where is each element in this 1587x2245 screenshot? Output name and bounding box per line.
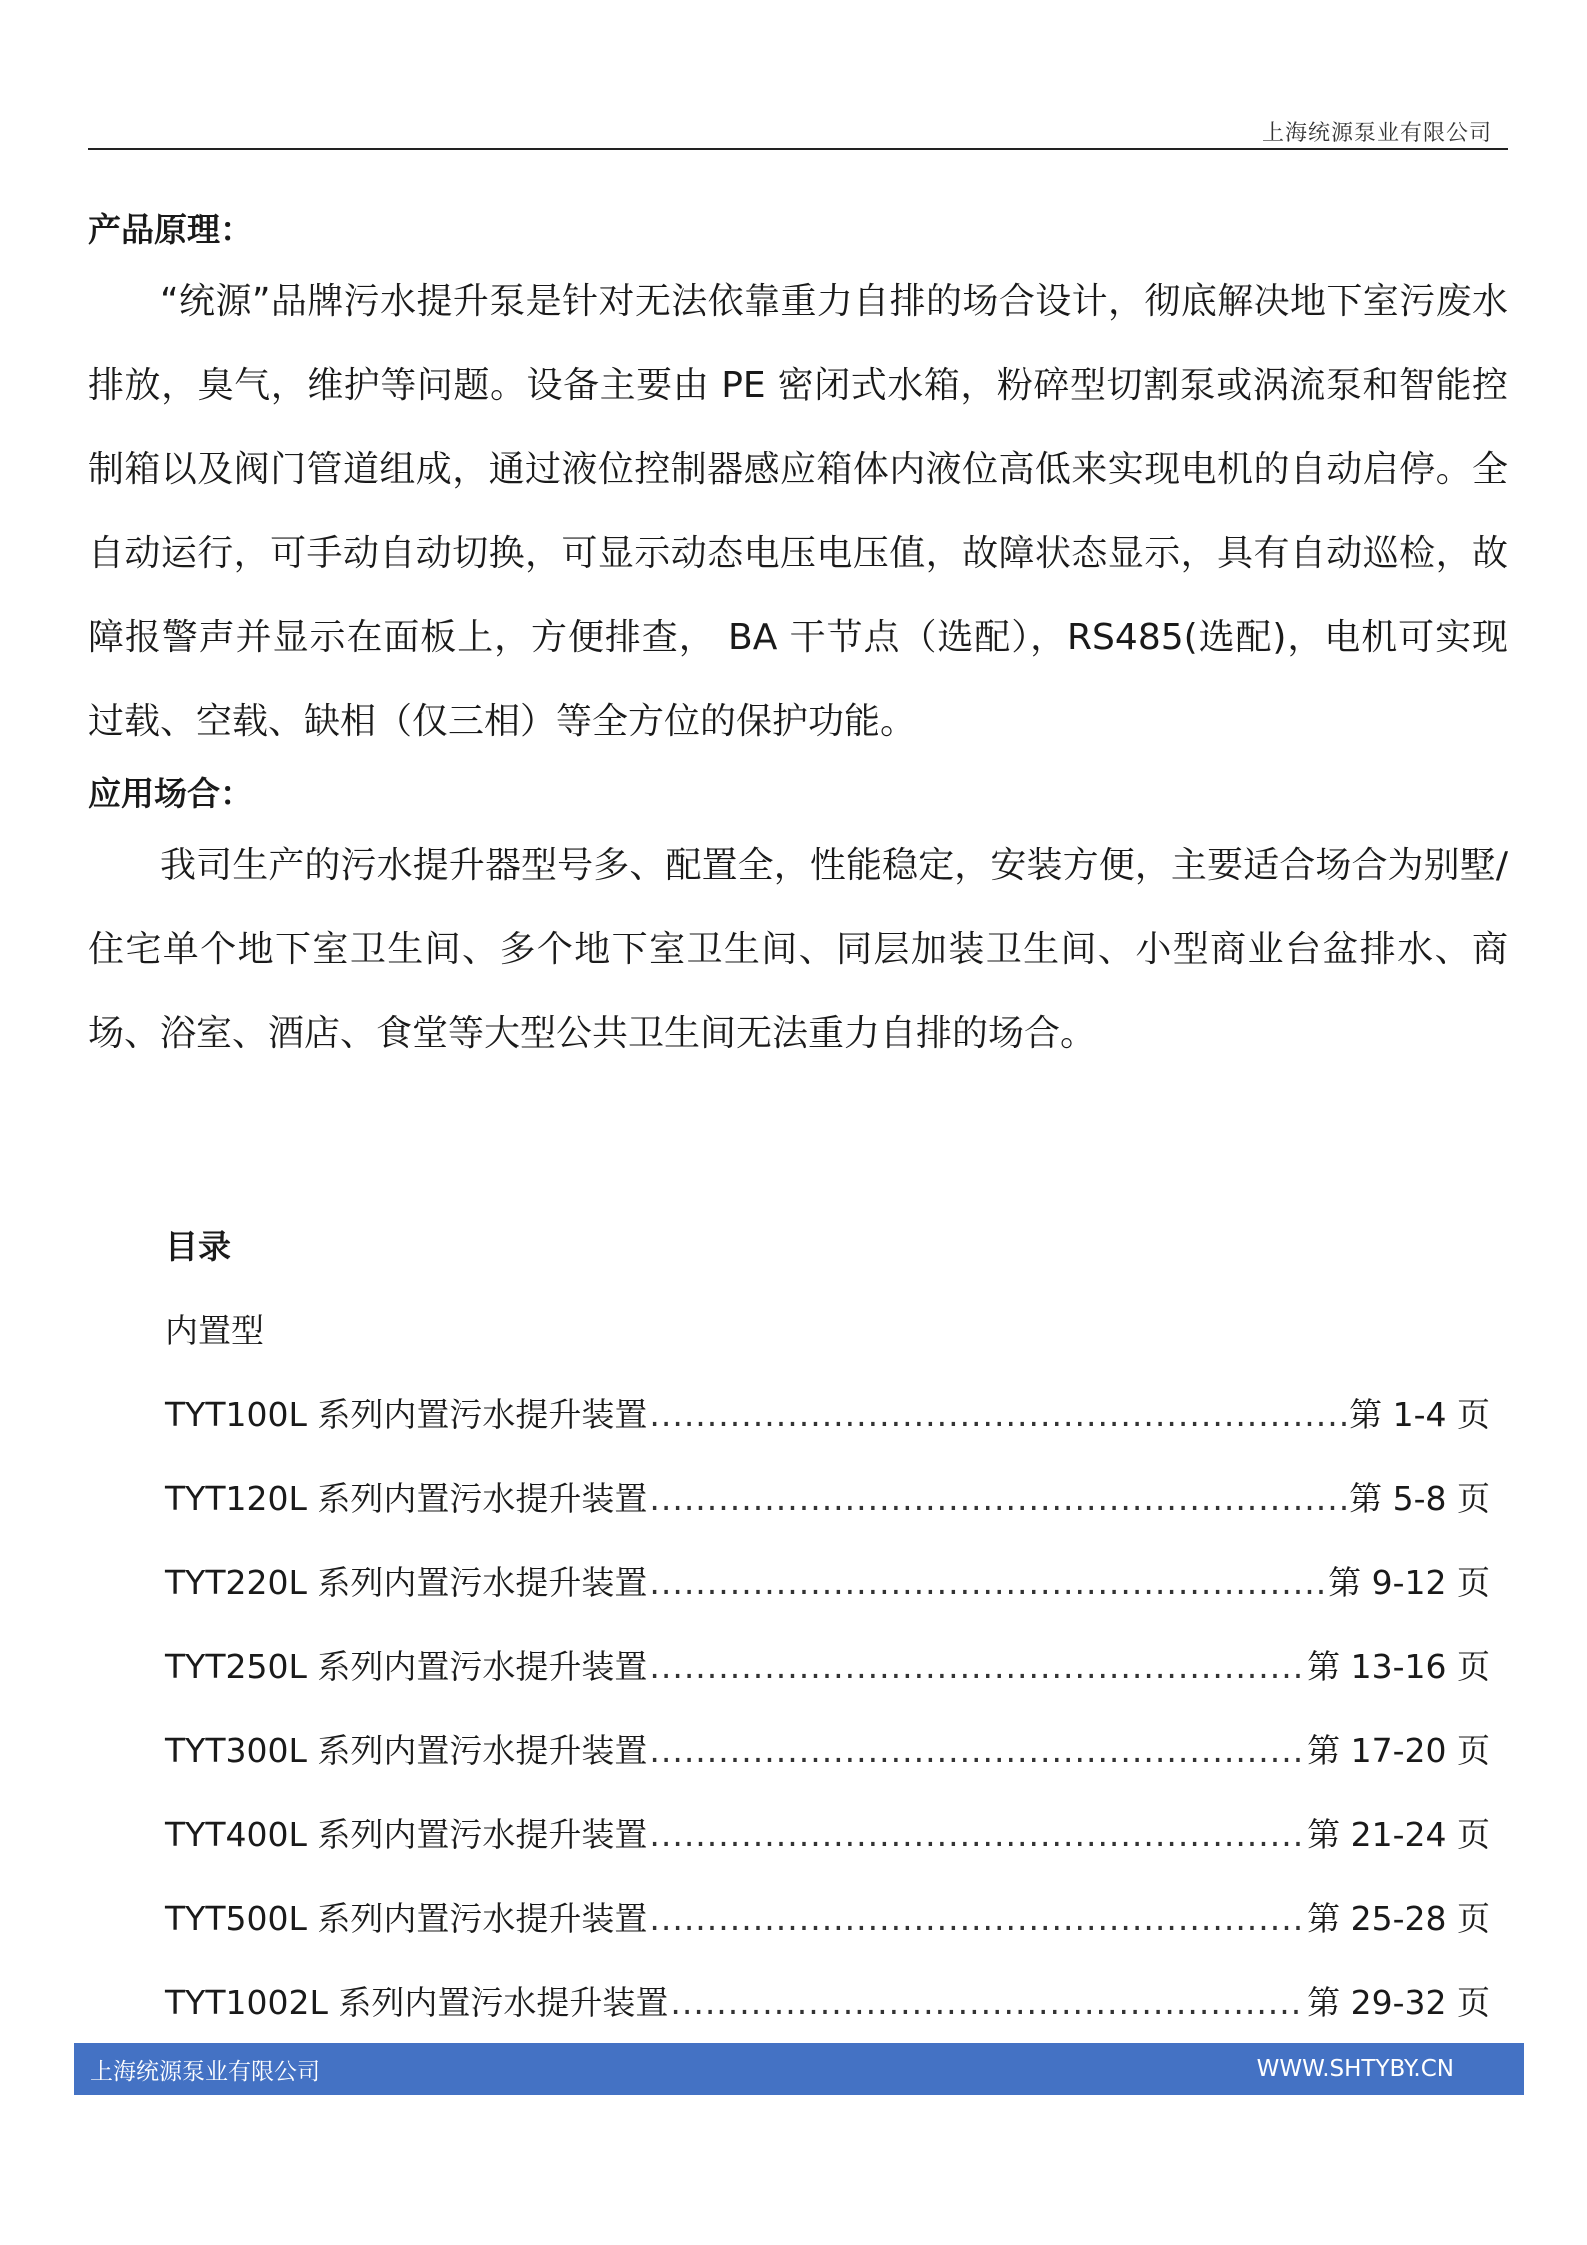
toc-entry-pages: 第 13-16 页 xyxy=(1307,1647,1490,1686)
toc-entry-pages: 第 9-12 页 xyxy=(1328,1563,1490,1602)
toc-entry-pages: 第 25-28 页 xyxy=(1307,1899,1490,1938)
toc-entry-pages: 第 5-8 页 xyxy=(1349,1479,1490,1518)
toc-entry[interactable] xyxy=(165,1793,1490,1877)
toc-leader-dots xyxy=(649,1625,1305,1709)
toc-entry-name: TYT100L 系列内置污水提升装置 xyxy=(165,1395,648,1434)
toc-entry[interactable] xyxy=(165,1709,1490,1793)
toc-leader-dots xyxy=(649,1877,1305,1961)
toc-leader-dots xyxy=(649,1793,1305,1877)
footer-website-link[interactable]: WWW.SHTYBY.CN xyxy=(1256,2056,1454,2082)
toc-entry-pages: 第 17-20 页 xyxy=(1307,1731,1490,1770)
toc-entry-pages: 第 21-24 页 xyxy=(1307,1815,1490,1854)
toc-subtitle: 内置型 xyxy=(165,1311,264,1350)
footer-bar xyxy=(74,2043,1524,2095)
toc-entry-name: TYT300L 系列内置污水提升装置 xyxy=(165,1731,648,1770)
toc-leader-dots xyxy=(649,1541,1326,1625)
header-company-name: 上海统源泵业有限公司 xyxy=(1261,121,1492,146)
principle-title: 产品原理： xyxy=(88,210,253,249)
application-paragraph: 我司生产的污水提升器型号多、配置全，性能稳定，安装方便，主要适合场合为别墅/住宅单个地下室卫生间、多个地下室卫生间、同层加装卫生间、小型商业台盆排水、商场、浴室、酒店、食堂等大型公共卫生间无法重力自排的场合。 xyxy=(88,845,1508,1054)
toc-leader-dots xyxy=(649,1457,1347,1541)
toc-leader-dots xyxy=(649,1373,1347,1457)
toc-entry-name: TYT120L 系列内置污水提升装置 xyxy=(165,1479,648,1518)
toc-entry-name: TYT500L 系列内置污水提升装置 xyxy=(165,1899,648,1938)
toc-entry[interactable] xyxy=(165,1541,1490,1625)
toc-entry-name: TYT250L 系列内置污水提升装置 xyxy=(165,1647,648,1686)
toc-entry-pages: 第 1-4 页 xyxy=(1349,1395,1490,1434)
header-divider xyxy=(88,148,1508,150)
application-title: 应用场合： xyxy=(88,774,253,813)
toc-leader-dots xyxy=(649,1709,1305,1793)
toc-entry[interactable] xyxy=(165,1457,1490,1541)
toc-entry[interactable] xyxy=(165,1877,1490,1961)
toc-entry[interactable] xyxy=(165,1625,1490,1709)
footer-company-name: 上海统源泵业有限公司 xyxy=(90,2058,320,2085)
toc-entry[interactable] xyxy=(165,1373,1490,1457)
main-content xyxy=(88,200,1508,1076)
table-of-contents xyxy=(165,1205,1490,2045)
toc-title: 目录 xyxy=(165,1227,231,1266)
toc-leader-dots xyxy=(670,1961,1305,2045)
toc-entry-pages: 第 29-32 页 xyxy=(1307,1983,1490,2022)
toc-entry-name: TYT220L 系列内置污水提升装置 xyxy=(165,1563,648,1602)
principle-paragraph: “统源”品牌污水提升泵是针对无法依靠重力自排的场合设计，彻底解决地下室污废水排放，臭气，维护等问题。设备主要由 PE 密闭式水箱，粉碎型切割泵或涡流泵和智能控制箱以及阀门管道组成，通过液位控制器感应箱体内液位高低来实现电机的自动启停。全自动运行，可手动自动切换，可显示动态电压电压值，故障状态显示，具有自动巡检，故障报警声并显示在面板上，方便排查， BA 干节点（选配），RS485(选配)，电机可实现过载、空载、缺相（仅三相）等全方位的保护功能。 xyxy=(88,281,1508,742)
toc-entry[interactable] xyxy=(165,1961,1490,2045)
toc-entry-name: TYT1002L 系列内置污水提升装置 xyxy=(165,1983,669,2022)
toc-entry-name: TYT400L 系列内置污水提升装置 xyxy=(165,1815,648,1854)
